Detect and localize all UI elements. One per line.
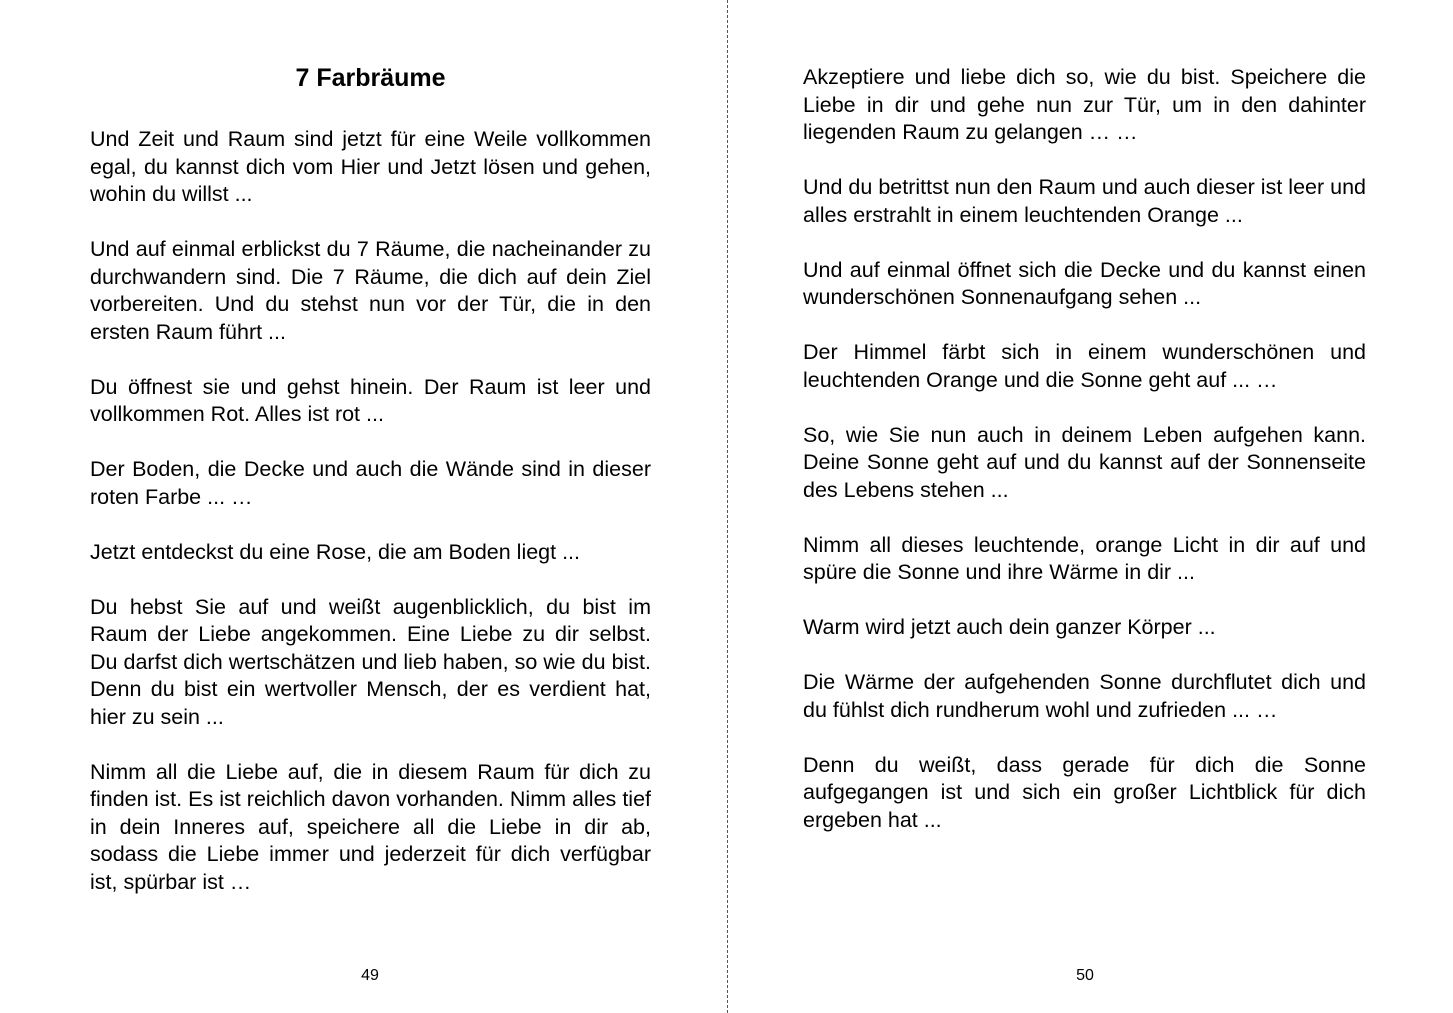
paragraph: Akzeptiere und liebe dich so, wie du bist. Speichere die Liebe in dir und gehe nun zur Tür, um in den dahinter liegenden Raum zu gelangen … …: [803, 65, 1366, 144]
paragraph: Denn du weißt, dass gerade für dich die Sonne aufgegangen ist und sich ein großer Lichtblick für dich ergeben hat ...: [803, 752, 1366, 832]
paragraph: Und du betrittst nun den Raum und auch dieser ist leer und alles erstrahlt in einem leuchtenden Orange ...: [803, 175, 1366, 227]
paragraph: Und auf einmal öffnet sich die Decke und du kannst einen wunderschönen Sonnenaufgang sehen ...: [803, 257, 1366, 309]
paragraph: Und auf einmal erblickst du 7 Räume, die nacheinander zu durchwandern sind. Die 7 Räume, die dich auf dein Ziel vorbereiten. Und du stehst nun vor der Tür, die in den ersten Raum führt ...: [90, 237, 651, 344]
paragraph: Nimm all die Liebe auf, die in diesem Raum für dich zu finden ist. Es ist reichlich davon vorhanden. Nimm alles tief in dein Inneres auf, speichere all die Liebe in dir ab, sodass die Liebe immer und jederzeit für dich verfügbar ist, spürbar ist …: [90, 759, 651, 894]
page-number-left: 49: [361, 967, 379, 984]
paragraph: Der Himmel färbt sich in einem wunderschönen und leuchtenden Orange und die Sonne geht auf ... …: [803, 340, 1366, 392]
paragraph: Nimm all dieses leuchtende, orange Licht in dir auf und spüre die Sonne und ihre Wärme in dir ...: [803, 532, 1366, 584]
paragraph: Du öffnest sie und gehst hinein. Der Raum ist leer und vollkommen Rot. Alles ist rot ...: [90, 374, 651, 426]
page-number-right: 50: [1076, 967, 1094, 984]
right-text-column: [803, 64, 1366, 862]
paragraph: So, wie Sie nun auch in deinem Leben aufgehen kann. Deine Sonne geht auf und du kannst auf der Sonnenseite des Lebens stehen ...: [803, 422, 1366, 502]
left-text-column: [90, 126, 651, 924]
paragraph: Warm wird jetzt auch dein ganzer Körper ...: [803, 615, 1216, 639]
paragraph: Der Boden, die Decke und auch die Wände sind in dieser roten Farbe ... …: [90, 457, 651, 509]
right-page: [728, 0, 1453, 1013]
chapter-heading: 7 Farbräume: [295, 64, 446, 92]
paragraph: Du hebst Sie auf und weißt augenblicklich, du bist im Raum der Liebe angekommen. Eine Liebe zu dir selbst. Du darfst dich wertschätzen und lieb haben, so wie du bist. Denn du bist ein wertvoller Mensch, der es verdient hat, hier zu sein ...: [90, 594, 651, 729]
paragraph: Jetzt entdeckst du eine Rose, die am Boden liegt ...: [90, 539, 581, 564]
paragraph: Die Wärme der aufgehenden Sonne durchflutet dich und du fühlst dich rundherum wohl und zufrieden ... …: [803, 670, 1366, 722]
paragraph: Und Zeit und Raum sind jetzt für eine Weile vollkommen egal, du kannst dich vom Hier und Jetzt lösen und gehen, wohin du willst ...: [90, 127, 651, 206]
